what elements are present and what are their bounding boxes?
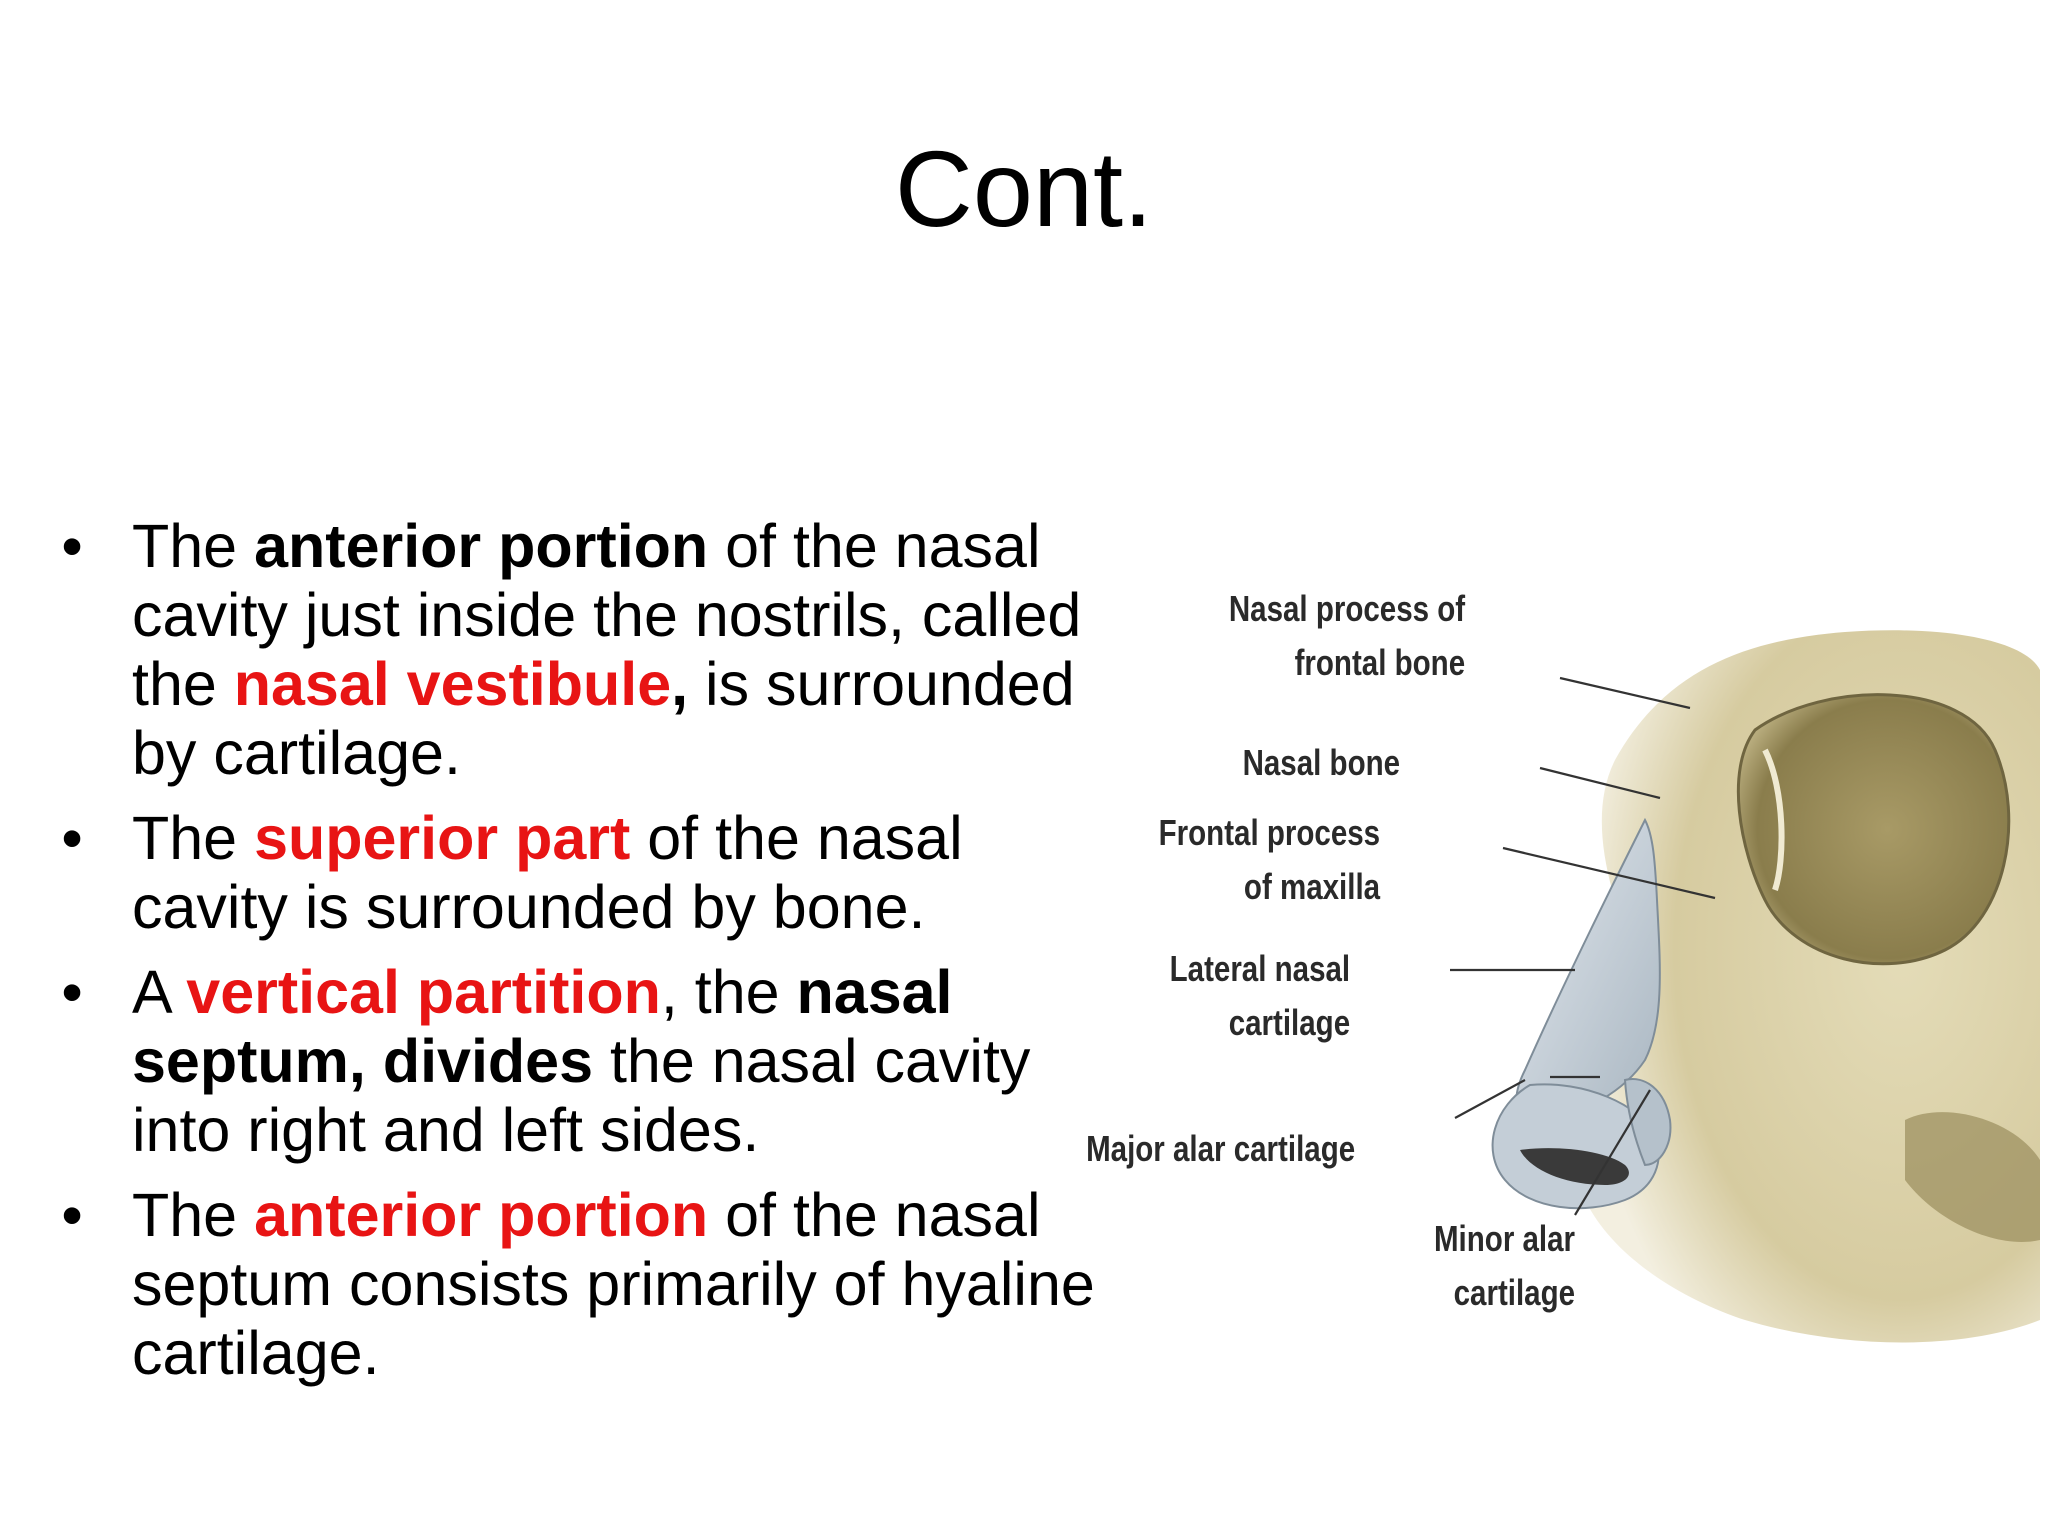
bullet-dot: • bbox=[61, 512, 83, 580]
bullet-item bbox=[52, 958, 1132, 1165]
bullet-text: The superior part of the nasal cavity is surrounded by bone. bbox=[132, 804, 963, 941]
bullet-item bbox=[52, 804, 1132, 942]
bullet-dot: • bbox=[61, 958, 83, 1026]
bullet-item bbox=[52, 1181, 1132, 1388]
slide-title: Cont. bbox=[894, 128, 1154, 249]
label-lateral-nasal-cartilage: Lateral nasal cartilage bbox=[1169, 948, 1350, 1043]
nasal-anatomy-figure bbox=[1085, 560, 2045, 1350]
bullet-dot: • bbox=[61, 804, 83, 872]
label-nasal-bone: Nasal bone bbox=[1242, 742, 1400, 783]
label-minor-alar-cartilage: Minor alar cartilage bbox=[1433, 1218, 1575, 1313]
label-frontal-process: Frontal process of maxilla bbox=[1158, 812, 1380, 907]
label-major-alar-cartilage: Major alar cartilage bbox=[1085, 1128, 1355, 1169]
bullet-list bbox=[52, 512, 1132, 1404]
bullet-text: The anterior portion of the nasal cavity just inside the nostrils, called the nasal vestibule, is surrounded by cartilage. bbox=[132, 512, 1082, 787]
bullet-text: A vertical partition, the nasal septum, divides the nasal cavity into right and left sides. bbox=[132, 958, 1031, 1164]
bullet-text: The anterior portion of the nasal septum consists primarily of hyaline cartilage. bbox=[132, 1181, 1095, 1387]
bullet-dot: • bbox=[61, 1181, 83, 1249]
label-nasal-process: Nasal process of frontal bone bbox=[1228, 588, 1465, 683]
bullet-item bbox=[52, 512, 1132, 788]
